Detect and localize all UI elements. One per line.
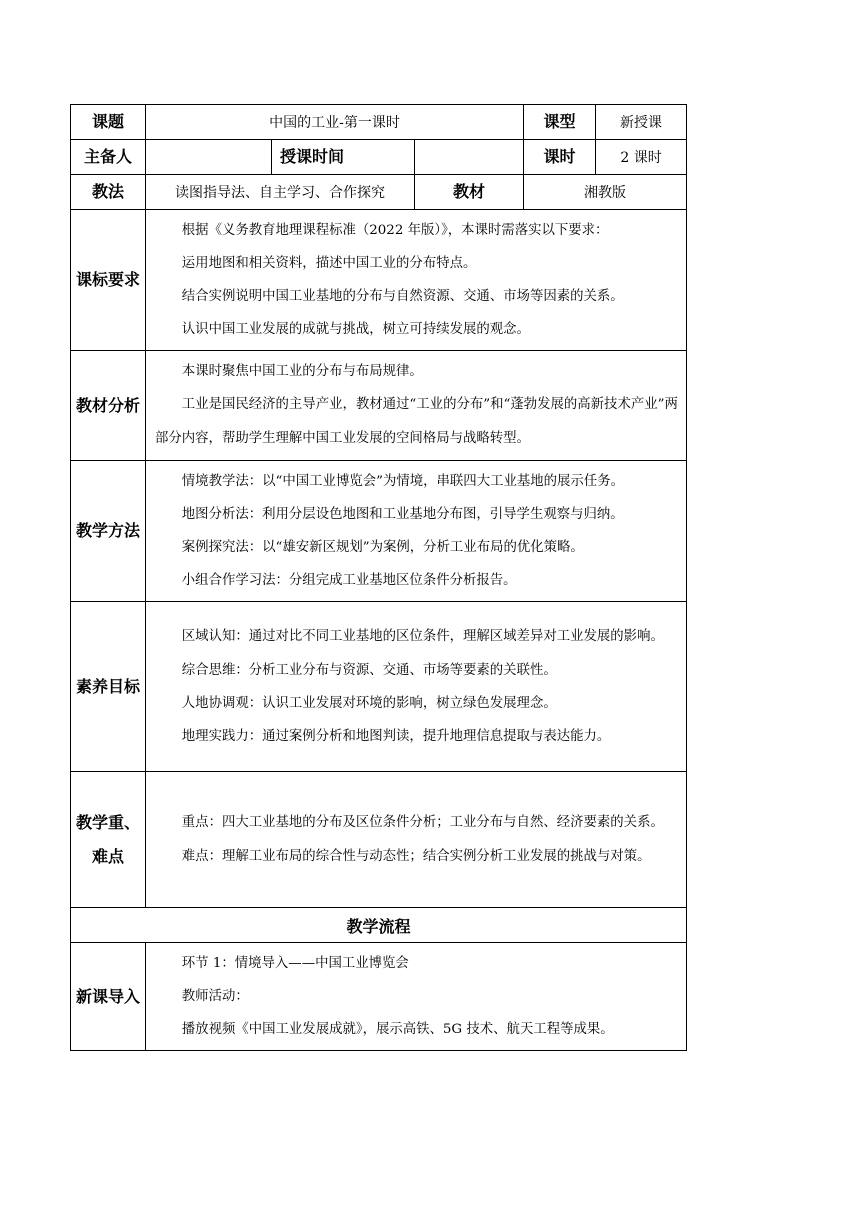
paragraph: 环节 1：情境导入——中国工业博览会 — [181, 956, 409, 971]
textbook-label: 教材 — [415, 175, 524, 210]
section-label-curriculum: 课标要求 — [71, 210, 146, 351]
section-content-intro — [146, 943, 687, 1051]
section-content-literacy-goals — [146, 602, 687, 772]
teaching-flow-heading: 教学流程 — [71, 908, 687, 943]
paragraph: 区域认知：通过对比不同工业基地的区位条件，理解区域差异对工业发展的影响。 — [181, 629, 664, 644]
paragraph: 认识中国工业发展的成就与挑战，树立可持续发展的观念。 — [181, 322, 530, 337]
paragraph: 教师活动： — [181, 989, 249, 1004]
paragraph: 重点：四大工业基地的分布及区位条件分析；工业分布与自然、经济要素的关系。 — [181, 814, 664, 830]
paragraph: 地理实践力：通过案例分析和地图判读，提升地理信息提取与表达能力。 — [181, 729, 611, 744]
paragraph: 综合思维：分析工业分布与资源、交通、市场等要素的关联性。 — [181, 663, 557, 678]
section-label-literacy-goals: 素养目标 — [71, 602, 146, 772]
lesson-type-label: 课型 — [524, 105, 596, 140]
preparer-value — [146, 140, 272, 175]
topic-label: 课题 — [71, 105, 146, 140]
section-label-intro: 新课导入 — [71, 943, 146, 1051]
method-label: 教法 — [71, 175, 146, 210]
section-content-curriculum — [146, 210, 687, 351]
class-hours-label: 课时 — [524, 140, 596, 175]
method-value: 读图指导法、自主学习、合作探究 — [146, 175, 415, 210]
section-label-teaching-methods: 教学方法 — [71, 461, 146, 602]
section-content-key-points — [146, 772, 687, 908]
paragraph: 小组合作学习法：分组完成工业基地区位条件分析报告。 — [181, 573, 517, 588]
paragraph: 难点：理解工业布局的综合性与动态性；结合实例分析工业发展的挑战与对策。 — [181, 848, 651, 864]
paragraph: 根据《义务教育地理课程标准（2022 年版）》，本课时需落实以下要求： — [181, 223, 609, 238]
paragraph: 本课时聚焦中国工业的分布与布局规律。 — [181, 364, 423, 379]
paragraph: 结合实例说明中国工业基地的分布与自然资源、交通、市场等因素的关系。 — [181, 289, 624, 304]
paragraph: 地图分析法：利用分层设色地图和工业基地分布图，引导学生观察与归纳。 — [181, 507, 624, 522]
preparer-label: 主备人 — [71, 140, 146, 175]
paragraph: 案例探究法：以“雄安新区规划”为案例，分析工业布局的优化策略。 — [181, 540, 584, 555]
teaching-time-label: 授课时间 — [272, 140, 415, 175]
paragraph: 播放视频《中国工业发展成就》，展示高铁、5G 技术、航天工程等成果。 — [181, 1022, 614, 1037]
textbook-value: 湘教版 — [524, 175, 687, 210]
section-label-textbook-analysis: 教材分析 — [71, 351, 146, 461]
paragraph: 工业是国民经济的主导产业，教材通过“工业的分布”和“蓬勃发展的高新技术产业”两部分内容，帮助学生理解中国工业发展的空间格局与战略转型。 — [155, 397, 678, 446]
paragraph: 情境教学法：以“中国工业博览会”为情境，串联四大工业基地的展示任务。 — [181, 474, 624, 489]
paragraph: 人地协调观：认识工业发展对环境的影响，树立绿色发展理念。 — [181, 696, 557, 711]
topic-value: 中国的工业-第一课时 — [146, 105, 524, 140]
teaching-time-value — [415, 140, 524, 175]
lesson-plan-table — [70, 104, 687, 1051]
class-hours-value: 2 课时 — [596, 140, 687, 175]
section-content-teaching-methods — [146, 461, 687, 602]
section-content-textbook-analysis — [146, 351, 687, 461]
lesson-type-value: 新授课 — [596, 105, 687, 140]
section-label-key-points: 教学重、难点 — [71, 772, 146, 908]
paragraph: 运用地图和相关资料，描述中国工业的分布特点。 — [181, 256, 477, 271]
